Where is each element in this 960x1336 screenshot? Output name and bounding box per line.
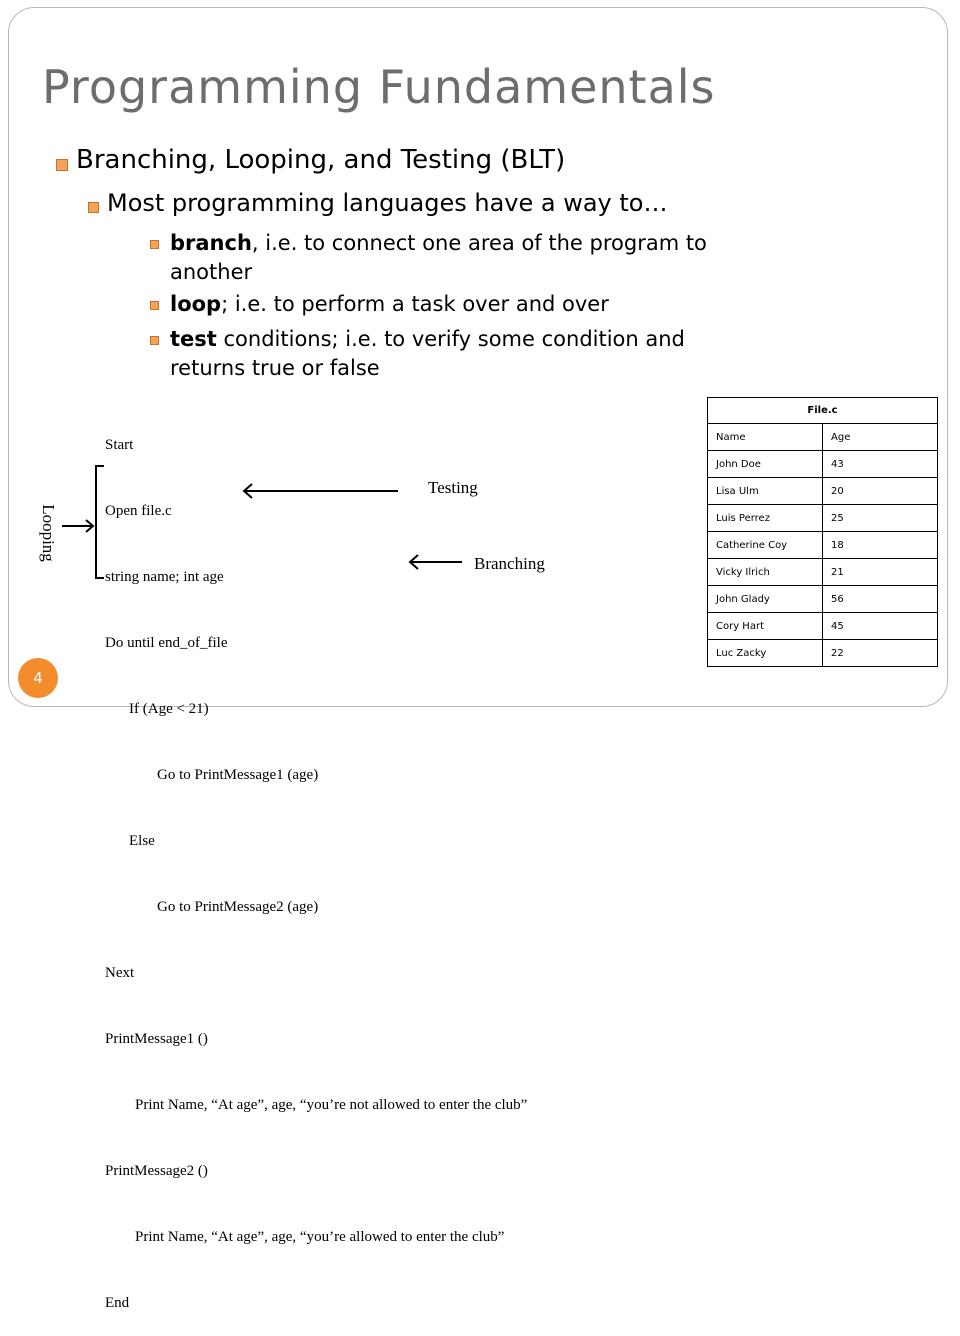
looping-label: Looping — [39, 504, 58, 562]
code-line: Go to PrintMessage2 (age) — [157, 899, 319, 915]
item-text: conditions; i.e. to verify some condition and — [216, 327, 685, 351]
item-text: , i.e. to connect one area of the program to — [251, 231, 707, 255]
code-line: Next — [105, 965, 135, 981]
table-cell: 20 — [823, 478, 938, 505]
table-caption: File.c — [708, 398, 938, 424]
table-cell: Cory Hart — [708, 613, 823, 640]
table-cell: Luis Perrez — [708, 505, 823, 532]
table-row — [708, 505, 938, 532]
table-row — [708, 559, 938, 586]
code-line: Print Name, “At age”, age, “you’re not allowed to enter the club” — [135, 1097, 528, 1113]
table-row — [708, 532, 938, 559]
item-continuation: another — [170, 260, 253, 284]
table-header-row — [708, 424, 938, 451]
file-table — [707, 397, 938, 667]
keyword-loop: loop — [170, 292, 222, 316]
testing-label: Testing — [428, 478, 478, 497]
bullet-level1-text: Branching, Looping, and Testing (BLT) — [76, 145, 566, 175]
item-text: ; i.e. to perform a task over and over — [221, 292, 609, 316]
table-caption-row — [708, 398, 938, 424]
code-line: Go to PrintMessage1 (age) — [157, 767, 319, 783]
looping-label-box — [38, 488, 58, 578]
table-cell: 56 — [823, 586, 938, 613]
table-cell: Luc Zacky — [708, 640, 823, 667]
page-number-badge: 4 — [18, 658, 58, 698]
table-cell: John Doe — [708, 451, 823, 478]
code-line: string name; int age — [105, 569, 224, 585]
table-cell: 22 — [823, 640, 938, 667]
code-line: Print Name, “At age”, age, “you’re allowed to enter the club” — [135, 1229, 505, 1245]
table-cell: 43 — [823, 451, 938, 478]
bullet-level2-text: Most programming languages have a way to… — [107, 189, 668, 217]
code-line: End — [105, 1295, 130, 1311]
looping-bracket — [96, 466, 104, 578]
table-header: Name — [708, 424, 823, 451]
code-line: PrintMessage2 () — [105, 1163, 208, 1179]
code-line: Start — [105, 437, 134, 453]
table-row — [708, 586, 938, 613]
slide-title: Programming Fundamentals — [42, 60, 716, 114]
code-line: PrintMessage1 () — [105, 1031, 208, 1047]
table-row — [708, 613, 938, 640]
table-cell: 45 — [823, 613, 938, 640]
table-cell: John Glady — [708, 586, 823, 613]
table-row — [708, 451, 938, 478]
item-continuation: returns true or false — [170, 356, 380, 380]
table-row — [708, 640, 938, 667]
code-line: Do until end_of_file — [105, 635, 228, 651]
code-line: If (Age < 21) — [129, 701, 209, 717]
table-cell: 25 — [823, 505, 938, 532]
branching-label: Branching — [474, 554, 545, 573]
code-line: Open file.c — [105, 503, 172, 519]
code-line: Else — [129, 833, 155, 849]
table-cell: Catherine Coy — [708, 532, 823, 559]
table-header: Age — [823, 424, 938, 451]
table-cell: Lisa Ulm — [708, 478, 823, 505]
table-cell: Vicky Ilrich — [708, 559, 823, 586]
table-row — [708, 478, 938, 505]
table-cell: 21 — [823, 559, 938, 586]
table-cell: 18 — [823, 532, 938, 559]
keyword-branch: branch — [170, 231, 252, 255]
keyword-test: test — [170, 327, 217, 351]
